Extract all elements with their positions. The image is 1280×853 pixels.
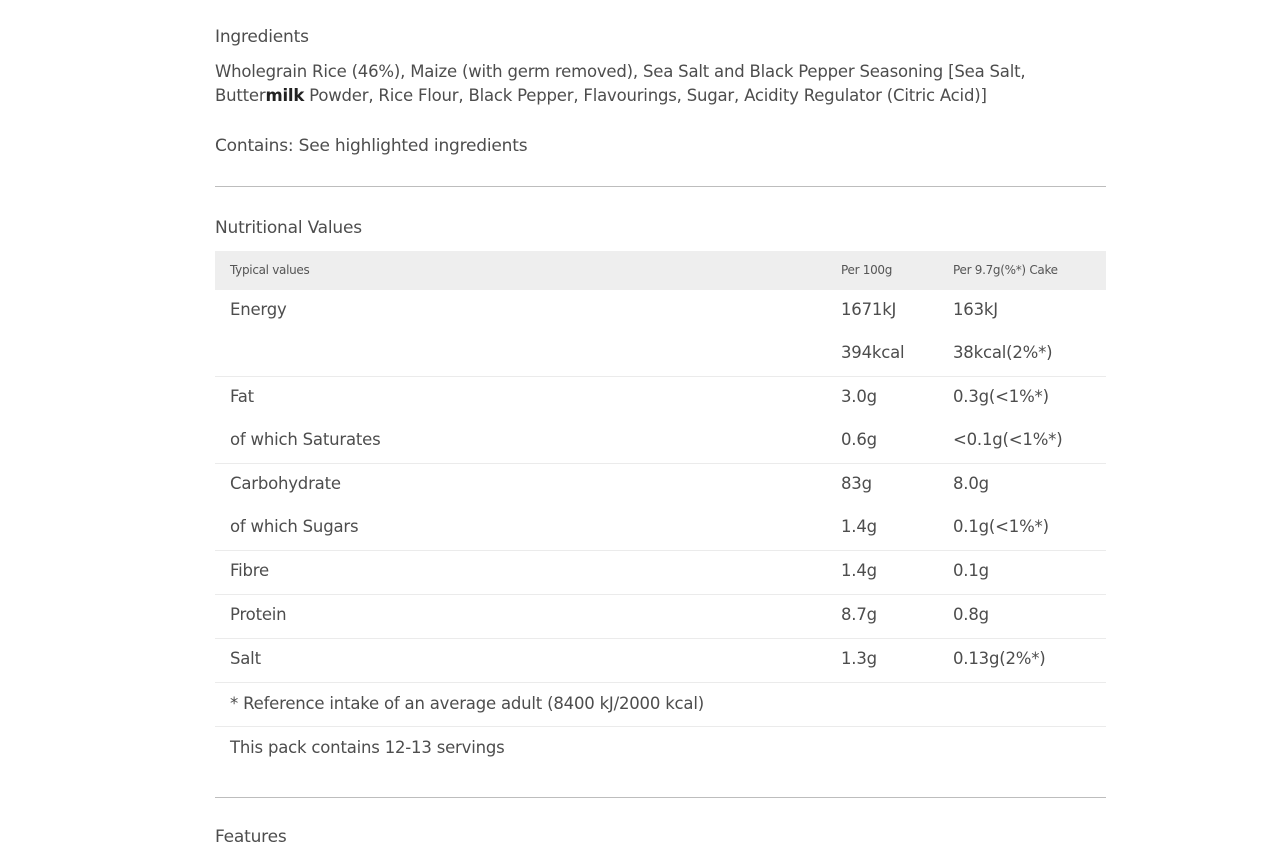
nutrient-name: Protein	[230, 605, 287, 624]
per-serving-value: 0.1g	[953, 561, 989, 580]
nutrition-row-group	[215, 550, 1106, 594]
per-100g-value: 83g	[841, 474, 872, 493]
table-row	[215, 507, 1106, 550]
table-row	[215, 595, 1106, 638]
header-per-100g: Per 100g	[841, 263, 893, 277]
nutrition-row-group	[215, 594, 1106, 638]
nutrition-table-body	[215, 290, 1106, 682]
nutrition-row-group	[215, 463, 1106, 550]
per-100g-value: 1.4g	[841, 517, 877, 536]
reference-intake-note	[215, 682, 1106, 726]
per-100g-value: 1.4g	[841, 561, 877, 580]
table-row	[215, 333, 1106, 376]
nutrient-name: Fibre	[230, 561, 269, 580]
nutrition-row-group	[215, 290, 1106, 376]
ingredients-heading: Ingredients	[215, 27, 309, 47]
per-serving-value: 0.8g	[953, 605, 989, 624]
nutrition-table-header	[215, 251, 1106, 290]
nutrient-name: Salt	[230, 649, 261, 668]
reference-intake-text: * Reference intake of an average adult (8400 kJ/2000 kcal)	[230, 694, 704, 713]
nutrient-name: Fat	[230, 387, 254, 406]
allergen-highlight: milk	[265, 86, 305, 105]
servings-text: This pack contains 12-13 servings	[230, 738, 505, 757]
nutrition-row-group	[215, 638, 1106, 682]
table-row	[215, 551, 1106, 594]
section-divider	[215, 186, 1106, 187]
per-serving-value: <0.1g(<1%*)	[953, 430, 1063, 449]
per-100g-value: 394kcal	[841, 343, 905, 362]
per-100g-value: 1.3g	[841, 649, 877, 668]
table-row	[215, 420, 1106, 463]
table-row	[215, 639, 1106, 682]
ingredients-text-part: Powder, Rice Flour, Black Pepper, Flavourings, Sugar, Acidity Regulator (Citric Acid)]	[304, 86, 987, 105]
table-row	[215, 464, 1106, 507]
features-heading: Features	[215, 827, 287, 847]
per-serving-value: 163kJ	[953, 300, 998, 319]
nutrition-heading: Nutritional Values	[215, 218, 362, 238]
per-serving-value: 0.3g(<1%*)	[953, 387, 1049, 406]
header-typical-values: Typical values	[230, 263, 310, 277]
ingredients-text-part: Wholegrain Rice (46%), Maize (with germ removed), Sea Salt and Black Pepper Seasoning [Sea Salt, Butter	[215, 62, 1026, 105]
nutrient-name: of which Sugars	[230, 517, 359, 536]
nutrition-row-group	[215, 376, 1106, 463]
section-divider	[215, 797, 1106, 798]
per-100g-value: 8.7g	[841, 605, 877, 624]
per-serving-value: 8.0g	[953, 474, 989, 493]
servings-note	[215, 726, 1106, 770]
per-serving-value: 38kcal(2%*)	[953, 343, 1053, 362]
per-100g-value: 0.6g	[841, 430, 877, 449]
nutrient-name: of which Saturates	[230, 430, 381, 449]
nutrient-name: Energy	[230, 300, 287, 319]
table-row	[215, 377, 1106, 420]
header-per-serving: Per 9.7g(%*) Cake	[953, 263, 1058, 277]
ingredients-text	[215, 60, 1106, 108]
per-serving-value: 0.1g(<1%*)	[953, 517, 1049, 536]
nutrient-name: Carbohydrate	[230, 474, 341, 493]
nutrition-table	[215, 251, 1106, 770]
allergen-contains-note: Contains: See highlighted ingredients	[215, 136, 528, 156]
per-100g-value: 3.0g	[841, 387, 877, 406]
per-100g-value: 1671kJ	[841, 300, 897, 319]
table-row	[215, 290, 1106, 333]
per-serving-value: 0.13g(2%*)	[953, 649, 1046, 668]
